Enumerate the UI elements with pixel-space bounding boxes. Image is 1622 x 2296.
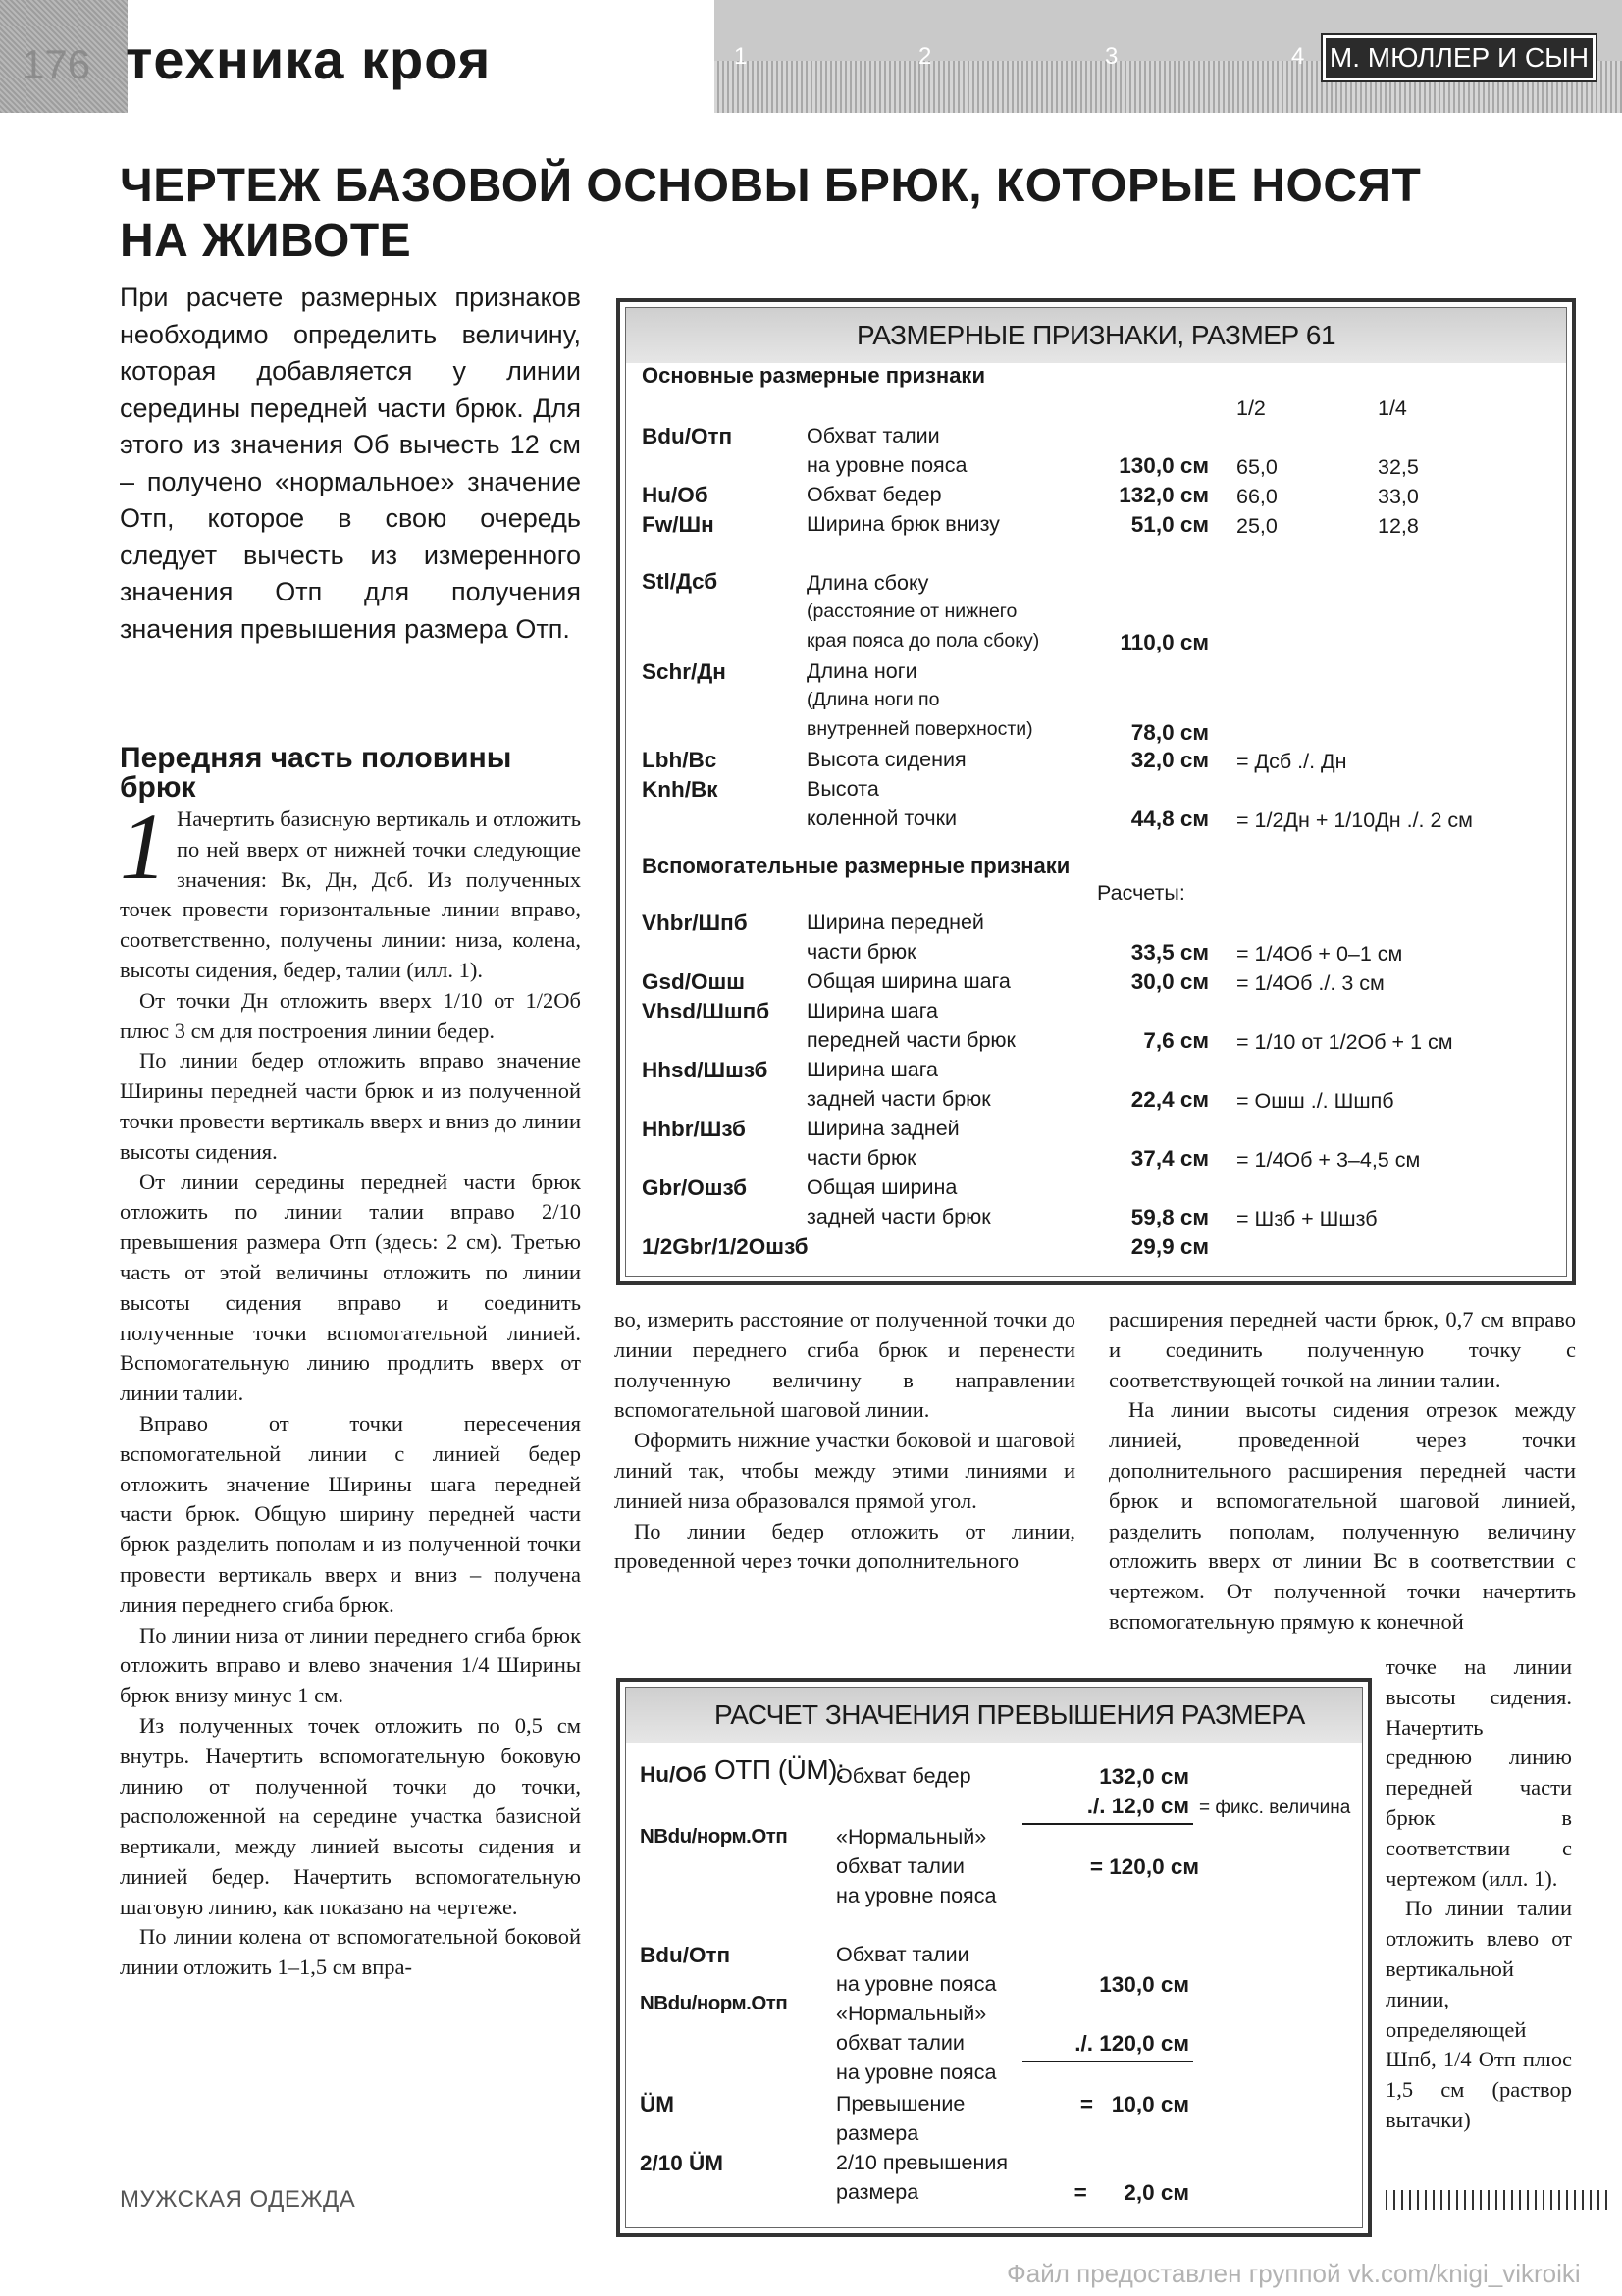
calc-label: 2/10 превышения (836, 2151, 1008, 2174)
calc-label: Обхват бедер (836, 1764, 971, 1788)
column-header-half: 1/2 (1236, 396, 1266, 420)
size-code: Lbh/Вс (642, 748, 717, 772)
size-table (616, 298, 1576, 1285)
size-value: 130,0 см (1119, 453, 1209, 478)
size-value: 32,0 см (1130, 748, 1209, 772)
paragraph: Вправо от точки пересечения вспомогательной линии с линией бедер отложить значение Ширины шага передней части брюк. Общую ширину передней части брюк разделить пополам и из полученной точки провести вертикаль вверх и вниз – получена линия переднего сгиба брюк. (120, 1410, 581, 1617)
calc-label: Расчеты: (1097, 881, 1185, 905)
calc-label: на уровне пояса (836, 2061, 997, 2084)
size-value: 37,4 см (1130, 1146, 1209, 1171)
size-code: Gbr/Ошзб (642, 1175, 748, 1200)
right-narrow-column (1386, 1652, 1572, 2136)
size-label: части брюк (807, 940, 916, 964)
calc-value: = 10,0 см (1079, 2092, 1189, 2116)
paragraph: По линии бедер отложить от линии, проведенной через точки дополнительного (614, 1518, 1075, 1574)
calc-code: Hu/Об (640, 1762, 706, 1787)
size-code: Stl/Дсб (642, 569, 718, 594)
size-code: Gsd/Ошш (642, 969, 746, 994)
paragraph: Оформить нижние участки боковой и шаговой линий так, чтобы между этими линиями и линией низа образовался прямой угол. (614, 1428, 1075, 1513)
paragraph: От точки Дн отложить вверх 1/10 от 1/2Об плюс 3 см для построения линии бедер. (120, 987, 581, 1043)
size-calc: = Шзб + Шшзб (1236, 1207, 1378, 1230)
calc-label: обхват талии (836, 2031, 965, 2055)
paragraph: По линии бедер отложить вправо значение Ширины передней части брюк и из полученной точки провести вертикаль вверх и вниз до линии высоты сидения. (120, 1048, 581, 1164)
paragraph: На линии высоты сидения отрезок между линией, проведенной через точки дополнительного расширения передней части брюк и вспомогательной шаговой линией, разделить пополам, полученную величину отложить вверх от линии Вс в соответствии с чертежом. От полученной точки начертить вспомогательную прямую к конечной (1109, 1397, 1576, 1634)
size-label: внутренней поверхности) (807, 718, 1033, 740)
size-code: Vhbr/Шпб (642, 911, 748, 935)
size-label: Высота сидения (807, 748, 967, 771)
section-title: техника кроя (126, 28, 492, 90)
size-label: Обхват бедер (807, 483, 942, 506)
size-label: Ширина задней (807, 1117, 960, 1140)
size-label: Ширина шага (807, 1058, 939, 1081)
size-value: 132,0 см (1119, 483, 1209, 507)
size-label: Обхват талии (807, 424, 940, 447)
publisher-badge: М. МЮЛЛЕР И СЫН (1323, 35, 1596, 80)
calc-label: размера (836, 2180, 919, 2204)
calc-label: на уровне пояса (836, 1972, 997, 1996)
ruler-number: 2 (918, 43, 932, 70)
size-value: 59,8 см (1130, 1205, 1209, 1229)
size-label: задней части брюк (807, 1205, 991, 1228)
size-label: Ширина передней (807, 911, 984, 934)
size-label: на уровне пояса (807, 453, 968, 477)
calc-value: ./. 120,0 см (1074, 2031, 1189, 2056)
size-label: Общая ширина (807, 1175, 958, 1199)
calc-value: ./. 12,0 см (1086, 1794, 1189, 1818)
calc-note: = фикс. величина (1199, 1798, 1351, 1818)
page-header (0, 0, 1622, 113)
size-label: Длина сбоку (807, 571, 929, 595)
column-header-quarter: 1/4 (1378, 396, 1407, 420)
size-label: Ширина шага (807, 999, 939, 1022)
calc-code: ÜM (640, 2092, 674, 2116)
calc-code: NBdu/норм.Отп (640, 1825, 788, 1848)
paragraph: во, измерить расстояние от полученной точки до линии переднего сгиба брюк и перенести полученную величину в направлении вспомогательной шаговой линии. (614, 1307, 1075, 1423)
calc-label: Превышение (836, 2092, 966, 2115)
underline (1022, 1823, 1193, 1825)
size-value: 33,5 см (1130, 940, 1209, 965)
calc-value: 130,0 см (1099, 1972, 1189, 1997)
calc-label: Обхват талии (836, 1943, 969, 1966)
section-heading: Передняя часть половины брюк (120, 742, 512, 804)
size-quarter: 33,0 (1378, 485, 1419, 508)
left-column (120, 794, 581, 1983)
calc-value: = 120,0 см (1089, 1854, 1199, 1879)
footer-bars (1386, 2190, 1613, 2210)
size-quarter: 12,8 (1378, 514, 1419, 538)
size-code: Hhsd/Шшзб (642, 1058, 768, 1082)
underline (1022, 2061, 1193, 2062)
middle-column (614, 1305, 1075, 1577)
size-calc: = 1/4Об ./. 3 см (1236, 971, 1385, 995)
calc-code: 2/10 ÜM (640, 2151, 724, 2175)
calc-value: 132,0 см (1099, 1764, 1189, 1789)
size-label: коленной точки (807, 807, 958, 830)
excess-calc-title: РАСЧЕТ ЗНАЧЕНИЯ ПРЕВЫШЕНИЯ РАЗМЕРА ОТП (ÜM): (626, 1688, 1362, 1743)
size-code: 1/2Gbr/1/2Ошзб (642, 1234, 809, 1259)
credit-text: Файл предоставлен группой vk.com/knigi_vikroiki (1007, 2259, 1581, 2288)
size-calc: = 1/2Дн + 1/10Дн ./. 2 см (1236, 809, 1473, 832)
calc-value: = 2,0 см (1073, 2180, 1189, 2205)
calc-label: «Нормальный» (836, 2002, 987, 2025)
intro-paragraph: При расчете размерных признаков необходимо определить величину, которая добавляется у линии середины передней части брюк. Для этого из значения Об вычесть 12 см – получено «нормальное» значение Отп, которое в свою очередь следует вычесть из измеренного значения Отп для получения значения превышения размера Отп. (120, 283, 581, 644)
paragraph: От линии середины передней части брюк отложить по линии талии вправо 2/10 превышения размера Отп (здесь: 2 см). Третью часть от этой величины отложить по линии высоты сидения вправо и соединить полученные точки вспомогательной линией. Вспомогательную линию продлить вверх от линии талии. (120, 1169, 581, 1406)
drop-cap: 1 (120, 794, 167, 899)
size-label: Общая ширина шага (807, 969, 1011, 993)
paragraph: По линии колена от вспомогательной боковой линии отложить 1–1,5 см впра- (120, 1924, 581, 1980)
paragraph: По линии талии отложить влево от вертикальной линии, определяющей Шпб, 1/4 Отп плюс 1,5 см (раствор вытачки) (1386, 1896, 1572, 2132)
paragraph: Из полученных точек отложить по 0,5 см внутрь. Начертить вспомогательную боковую линию от полученной точки до точки, расположенной на середине участка базисной вертикали, между линией высоты сидения и линией бедер. Начертить вспомогательную шаговую линию, как показано на чертеже. (120, 1712, 581, 1919)
excess-calc-table (616, 1678, 1372, 2237)
size-table-title: РАЗМЕРНЫЕ ПРИЗНАКИ, РАЗМЕР 61 (626, 308, 1566, 363)
calc-code: Bdu/Отп (640, 1943, 731, 1967)
size-label: Длина ноги (807, 659, 917, 683)
size-value: 29,9 см (1130, 1234, 1209, 1259)
size-value: 110,0 см (1120, 630, 1209, 654)
size-half: 65,0 (1236, 455, 1278, 479)
page-number: 176 (22, 41, 91, 87)
paragraph: расширения передней части брюк, 0,7 см вправо и соединить полученную точку с соответствующей точкой на линии талии. (1109, 1307, 1576, 1392)
size-calc: = 1/4Об + 0–1 см (1236, 942, 1403, 965)
calc-label: на уровне пояса (836, 1884, 997, 1907)
size-label: передней части брюк (807, 1028, 1016, 1052)
paragraph: точке на линии высоты сидения. Начертить среднюю линию передней части брюк в соответствии с чертежом (илл. 1). (1386, 1654, 1572, 1891)
size-calc: = Ошш ./. Шшпб (1236, 1089, 1394, 1113)
article-title (120, 159, 1552, 269)
size-table-section: Основные размерные признаки (642, 363, 985, 388)
size-code: Fw/Шн (642, 512, 714, 537)
size-value: 7,6 см (1143, 1028, 1209, 1053)
right-column (1109, 1305, 1576, 1638)
size-value: 78,0 см (1130, 720, 1209, 745)
ruler-number: 4 (1291, 43, 1305, 70)
size-label: задней части брюк (807, 1087, 991, 1111)
paragraph: Начертить базисную вертикаль и отложить по ней вверх от нижней точки следующие значения: Вк, Дн, Дсб. Из полученных точек провести горизонтальные линии вправо, соответственно, получены линии: низа, колена, высоты сидения, бедер, талии (илл. 1). (120, 807, 581, 982)
size-value: 51,0 см (1130, 512, 1209, 537)
size-code: Schr/Дн (642, 659, 726, 684)
size-label: Ширина брюк внизу (807, 512, 1000, 536)
size-value: 44,8 см (1130, 807, 1209, 831)
size-quarter: 32,5 (1378, 455, 1419, 479)
size-code: Hhbr/Шзб (642, 1117, 746, 1141)
calc-label: «Нормальный» (836, 1825, 987, 1849)
size-code: Hu/Об (642, 483, 708, 507)
paragraph: По линии низа от линии переднего сгиба брюк отложить вправо и влево значения 1/4 Ширины брюк внизу минус 1 см. (120, 1622, 581, 1708)
calc-label: обхват талии (836, 1854, 965, 1878)
size-value: 30,0 см (1130, 969, 1209, 994)
size-label: (расстояние от нижнего (807, 600, 1018, 622)
size-label: Высота (807, 777, 879, 801)
size-calc: = 1/4Об + 3–4,5 см (1236, 1148, 1421, 1172)
size-code: Bdu/Отп (642, 424, 733, 448)
size-code: Knh/Вк (642, 777, 718, 802)
size-label: части брюк (807, 1146, 916, 1170)
size-code: Vhsd/Шшпб (642, 999, 770, 1023)
size-half: 66,0 (1236, 485, 1278, 508)
size-label: (Длина ноги по (807, 689, 940, 710)
article-title-line-2: НА ЖИВОТЕ (120, 215, 412, 267)
article-title-line-1: ЧЕРТЕЖ БАЗОВОЙ ОСНОВЫ БРЮК, КОТОРЫЕ НОСЯТ (120, 160, 1422, 212)
size-value: 22,4 см (1130, 1087, 1209, 1112)
size-calc: = Дсб ./. Дн (1236, 750, 1347, 773)
calc-label: размера (836, 2121, 919, 2145)
size-table-section: Вспомогательные размерные признаки (642, 854, 1071, 878)
ruler-number: 1 (734, 43, 748, 70)
size-half: 25,0 (1236, 514, 1278, 538)
size-label: края пояса до пола сбоку) (807, 630, 1040, 652)
footer-label: МУЖСКАЯ ОДЕЖДА (120, 2186, 356, 2213)
size-calc: = 1/10 от 1/2Об + 1 см (1236, 1030, 1453, 1054)
ruler-number: 3 (1105, 43, 1119, 70)
calc-code: NBdu/норм.Отп (640, 1992, 788, 2014)
